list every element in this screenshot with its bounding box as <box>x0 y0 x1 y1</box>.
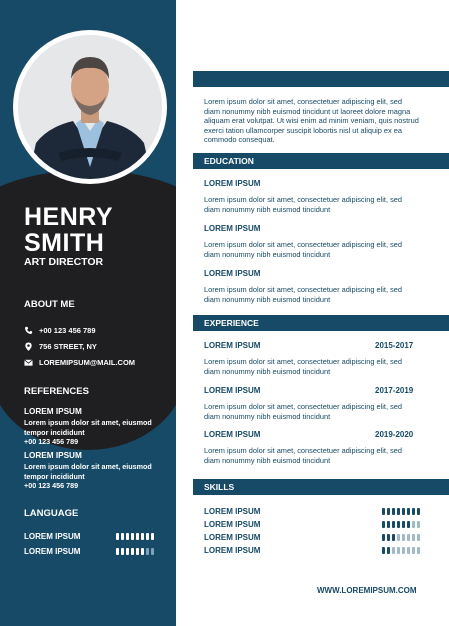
level-bar <box>146 548 149 555</box>
language-name: LOREM IPSUM <box>24 547 81 556</box>
level-bar <box>402 534 405 541</box>
skill-level-bars <box>382 521 420 528</box>
level-bar <box>407 521 410 528</box>
education-header: EDUCATION <box>193 153 449 169</box>
reference-text: Lorem ipsum dolor sit amet, eiusmod tempor incididunt <box>24 418 152 437</box>
reference-phone: +00 123 456 789 <box>24 481 79 490</box>
level-bar <box>397 521 400 528</box>
level-bar <box>126 548 129 555</box>
level-bar <box>382 508 385 515</box>
experience-title: LOREM IPSUM <box>204 430 261 439</box>
skill-row <box>204 533 420 542</box>
level-bar <box>412 521 415 528</box>
summary-header-bar <box>193 71 449 87</box>
level-bar <box>402 508 405 515</box>
level-bar <box>412 547 415 554</box>
skill-row <box>204 520 420 529</box>
level-bar <box>146 533 149 540</box>
language-name: LOREM IPSUM <box>24 532 81 541</box>
level-bar <box>382 521 385 528</box>
level-bar <box>131 533 134 540</box>
level-bar <box>387 521 390 528</box>
experience-date: 2015-2017 <box>375 341 414 350</box>
skill-level-bars <box>382 547 420 554</box>
address-text: 756 STREET, NY <box>39 342 97 351</box>
level-bar <box>131 548 134 555</box>
skill-name: LOREM IPSUM <box>204 546 261 555</box>
summary-text: Lorem ipsum dolor sit amet, consectetuer adipiscing elit, sed diam nonummy nibh euismod tincidunt ut laoreet dolore magna aliquam erat volutpat. Ut wisi enim ad minim veniam, quis nostrud exerci tation ullamcorper suscipit lobortis nisl ut aliquip ex ea commodo consequat. <box>204 97 419 145</box>
first-name: HENRY <box>24 203 114 231</box>
contact-address <box>24 342 97 351</box>
level-bar <box>417 521 420 528</box>
education-text: Lorem ipsum dolor sit amet, consectetuer adipiscing elit, sed diam nonummy nibh euismod tincidunt <box>204 240 402 259</box>
location-pin-icon <box>24 342 33 351</box>
experience-text: Lorem ipsum dolor sit amet, consectetuer adipiscing elit, sed diam nonummy nibh euismod tincidunt <box>204 402 402 421</box>
job-title: ART DIRECTOR <box>24 256 104 268</box>
envelope-icon <box>24 358 33 367</box>
level-bar <box>407 547 410 554</box>
reference-text: Lorem ipsum dolor sit amet, eiusmod tempor incididunt <box>24 462 152 481</box>
level-bar <box>417 547 420 554</box>
about-heading: ABOUT ME <box>24 299 75 310</box>
level-bar <box>116 548 119 555</box>
email-text: LOREMIPSUM@MAIL.COM <box>39 358 136 367</box>
level-bar <box>397 508 400 515</box>
website-link[interactable]: WWW.LOREMIPSUM.COM <box>317 586 417 595</box>
education-title: LOREM IPSUM <box>204 179 261 188</box>
level-bar <box>407 508 410 515</box>
skill-level-bars <box>382 508 420 515</box>
level-bar <box>151 548 154 555</box>
level-bar <box>121 548 124 555</box>
level-bar <box>116 533 119 540</box>
language-level-bars <box>116 533 154 540</box>
language-level-bars <box>116 548 154 555</box>
education-title: LOREM IPSUM <box>204 224 261 233</box>
level-bar <box>392 534 395 541</box>
level-bar <box>136 548 139 555</box>
skill-name: LOREM IPSUM <box>204 507 261 516</box>
profile-photo <box>18 35 162 179</box>
experience-title: LOREM IPSUM <box>204 386 261 395</box>
level-bar <box>417 508 420 515</box>
experience-text: Lorem ipsum dolor sit amet, consectetuer adipiscing elit, sed diam nonummy nibh euismod tincidunt <box>204 446 402 465</box>
education-text: Lorem ipsum dolor sit amet, consectetuer adipiscing elit, sed diam nonummy nibh euismod tincidunt <box>204 195 402 214</box>
level-bar <box>392 521 395 528</box>
level-bar <box>392 508 395 515</box>
skill-name: LOREM IPSUM <box>204 533 261 542</box>
experience-title: LOREM IPSUM <box>204 341 261 350</box>
level-bar <box>392 547 395 554</box>
level-bar <box>136 533 139 540</box>
level-bar <box>412 534 415 541</box>
language-heading: LANGUAGE <box>24 508 79 519</box>
level-bar <box>397 547 400 554</box>
level-bar <box>402 547 405 554</box>
level-bar <box>417 534 420 541</box>
experience-date: 2017-2019 <box>375 386 414 395</box>
experience-header: EXPERIENCE <box>193 315 449 331</box>
reference-name: LOREM IPSUM <box>24 451 82 460</box>
contact-phone <box>24 326 96 335</box>
level-bar <box>397 534 400 541</box>
level-bar <box>387 534 390 541</box>
level-bar <box>412 508 415 515</box>
experience-date: 2019-2020 <box>375 430 414 439</box>
skill-level-bars <box>382 534 420 541</box>
level-bar <box>151 533 154 540</box>
reference-name: LOREM IPSUM <box>24 407 82 416</box>
phone-icon <box>24 326 33 335</box>
last-name: SMITH <box>24 229 105 257</box>
skill-name: LOREM IPSUM <box>204 520 261 529</box>
skill-row <box>204 546 420 555</box>
reference-phone: +00 123 456 789 <box>24 437 79 446</box>
level-bar <box>121 533 124 540</box>
references-heading: REFERENCES <box>24 386 89 397</box>
level-bar <box>407 534 410 541</box>
level-bar <box>141 548 144 555</box>
skill-row <box>204 507 420 516</box>
language-row <box>24 547 154 556</box>
phone-text: +00 123 456 789 <box>39 326 96 335</box>
experience-text: Lorem ipsum dolor sit amet, consectetuer adipiscing elit, sed diam nonummy nibh euismod tincidunt <box>204 357 402 376</box>
level-bar <box>402 521 405 528</box>
level-bar <box>382 547 385 554</box>
skills-header: SKILLS <box>193 479 449 495</box>
level-bar <box>382 534 385 541</box>
candidate-name <box>24 204 113 256</box>
education-title: LOREM IPSUM <box>204 269 261 278</box>
language-row <box>24 532 154 541</box>
level-bar <box>141 533 144 540</box>
level-bar <box>126 533 129 540</box>
level-bar <box>387 508 390 515</box>
education-text: Lorem ipsum dolor sit amet, consectetuer adipiscing elit, sed diam nonummy nibh euismod tincidunt <box>204 285 402 304</box>
contact-email <box>24 358 135 367</box>
level-bar <box>387 547 390 554</box>
